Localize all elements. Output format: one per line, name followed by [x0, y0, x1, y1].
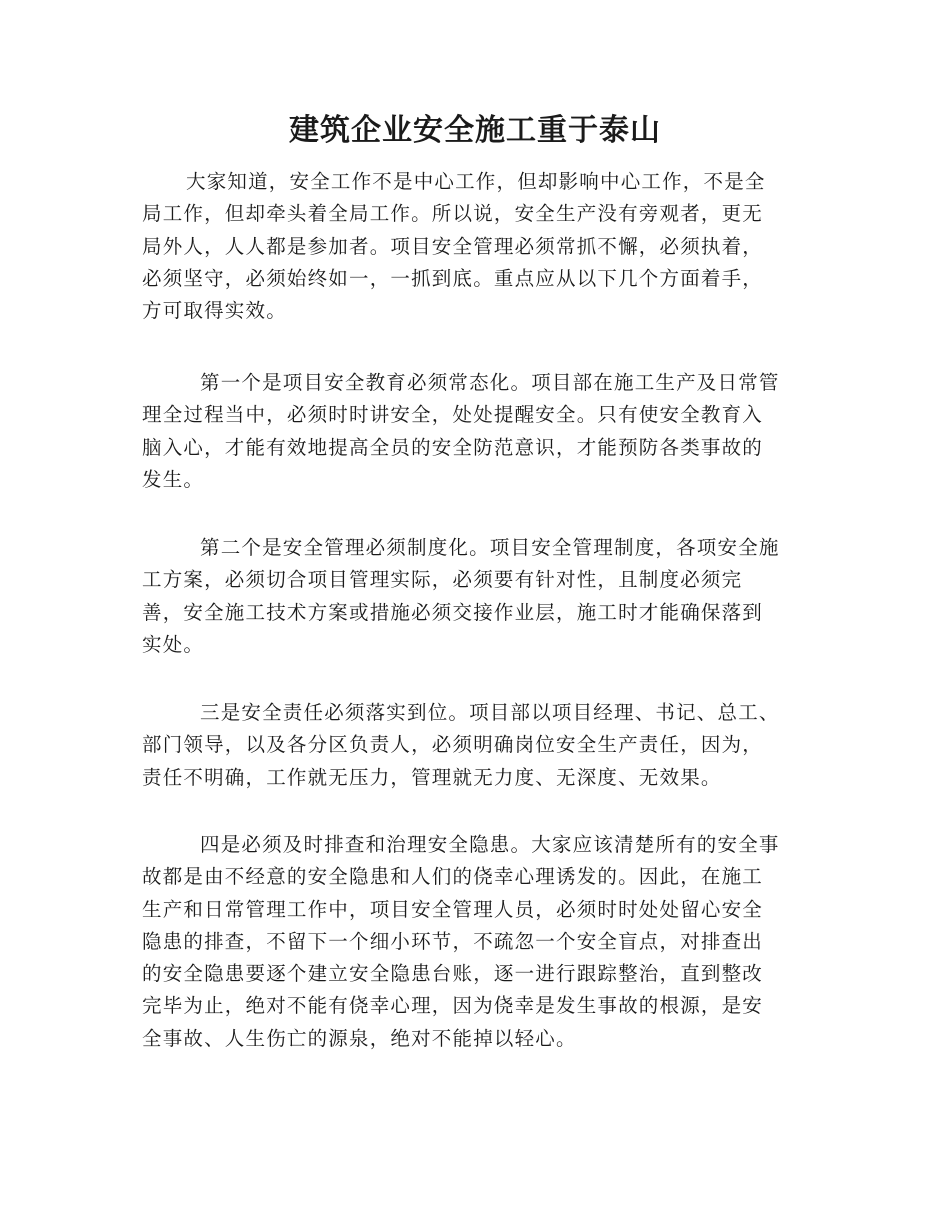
paragraph-line: 部门领导，以及各分区负责人，必须明确岗位安全生产责任，因为， — [142, 733, 764, 757]
paragraph-line: 理全过程当中，必须时时讲安全，处处提醒安全。只有使安全教育入 — [142, 403, 764, 427]
paragraph-line: 责任不明确，工作就无压力，管理就无力度、无深度、无效果。 — [142, 765, 722, 789]
paragraph-line: 实处。 — [142, 632, 205, 656]
paragraph-line: 工方案，必须切合项目管理实际，必须要有针对性，且制度必须完 — [142, 568, 743, 592]
paragraph-line: 的安全隐患要逐个建立安全隐患台账，逐一进行跟踪整治，直到整改 — [142, 962, 764, 986]
paragraph-line: 故都是由不经意的安全隐患和人们的侥幸心理诱发的。因此，在施工 — [142, 865, 764, 889]
paragraph-point-4 — [142, 829, 810, 1055]
paragraph-line: 三是安全责任必须落实到位。项目部以项目经理、书记、总工、 — [200, 701, 780, 724]
paragraph-line: 第一个是项目安全教育必须常态化。项目部在施工生产及日常管 — [200, 371, 780, 394]
paragraph-line: 完毕为止，绝对不能有侥幸心理，因为侥幸是发生事故的根源，是安 — [142, 994, 764, 1018]
paragraph-point-3 — [142, 697, 810, 794]
paragraph-line: 局外人，人人都是参加者。项目安全管理必须常抓不懈，必须执着， — [142, 234, 764, 258]
paragraph-point-2 — [142, 532, 810, 661]
paragraph-line: 善，安全施工技术方案或措施必须交接作业层，施工时才能确保落到 — [142, 600, 764, 624]
paragraph-intro — [142, 166, 810, 327]
paragraph-line: 大家知道，安全工作不是中心工作，但却影响中心工作，不是全 — [186, 170, 766, 193]
paragraph-line: 脑入心，才能有效地提高全员的安全防范意识，才能预防各类事故的 — [142, 435, 764, 459]
paragraph-line: 第二个是安全管理必须制度化。项目安全管理制度，各项安全施 — [200, 536, 780, 559]
paragraph-line: 局工作，但却牵头着全局工作。所以说，安全生产没有旁观者，更无 — [142, 202, 764, 226]
paragraph-line: 生产和日常管理工作中，项目安全管理人员，必须时时处处留心安全 — [142, 897, 764, 921]
document-title: 建筑企业安全施工重于泰山 — [289, 113, 661, 148]
paragraph-line: 隐患的排查，不留下一个细小环节，不疏忽一个安全盲点，对排查出 — [142, 929, 764, 953]
paragraph-line: 四是必须及时排查和治理安全隐患。大家应该清楚所有的安全事 — [200, 833, 780, 856]
paragraph-line: 发生。 — [142, 467, 205, 491]
paragraph-line: 全事故、人生伤亡的源泉，绝对不能掉以轻心。 — [142, 1026, 577, 1050]
paragraph-line: 必须坚守，必须始终如一，一抓到底。重点应从以下几个方面着手， — [142, 266, 764, 290]
paragraph-point-1 — [142, 367, 810, 496]
paragraph-line: 方可取得实效。 — [142, 299, 287, 323]
